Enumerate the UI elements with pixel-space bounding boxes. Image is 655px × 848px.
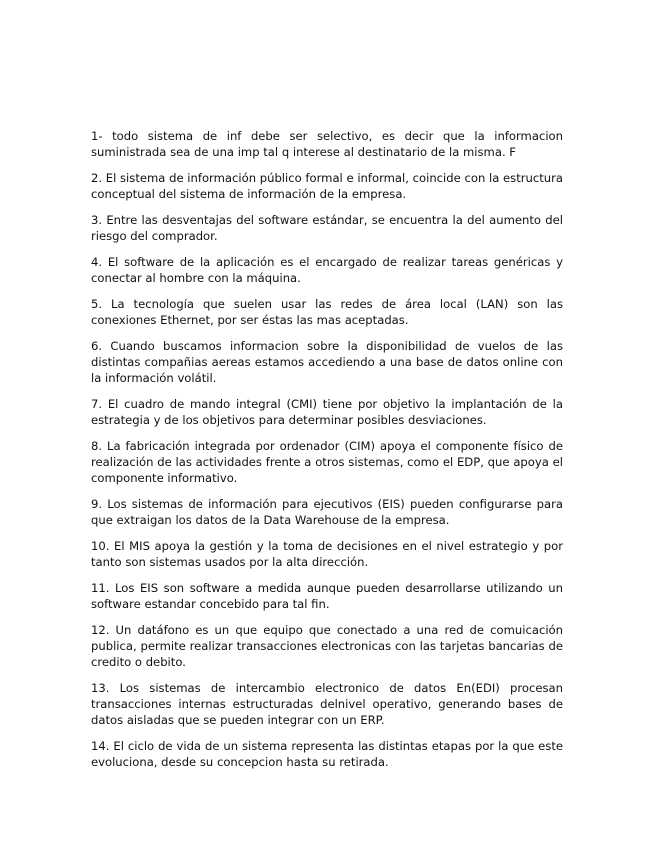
statement-3: 3. Entre las desventajas del software estándar, se encuentra la del aumento del riesgo del comprador. (91, 213, 563, 243)
statement-13: 13. Los sistemas de intercambio electronico de datos En(EDI) procesan transacciones internas estructuradas delnivel operativo, generando bases de datos aisladas que se pueden integrar con un ERP. (91, 681, 563, 727)
statement-8: 8. La fabricación integrada por ordenador (CIM) apoya el componente físico de realización de las actividades frente a otros sistemas, como el EDP, que apoya el componente informativo. (91, 439, 563, 485)
statement-2: 2. El sistema de información público formal e informal, coincide con la estructura conceptual del sistema de información de la empresa. (91, 171, 563, 201)
statement-6: 6. Cuando buscamos informacion sobre la disponibilidad de vuelos de las distintas compañias aereas estamos accediendo a una base de datos online con la información volátil. (91, 339, 563, 385)
statement-5: 5. La tecnología que suelen usar las redes de área local (LAN) son las conexiones Ethernet, por ser éstas las mas aceptadas. (91, 297, 563, 327)
statement-9: 9. Los sistemas de información para ejecutivos (EIS) pueden configurarse para que extraigan los datos de la Data Warehouse de la empresa. (91, 497, 563, 527)
statement-4: 4. El software de la aplicación es el encargado de realizar tareas genéricas y conectar al hombre con la máquina. (91, 255, 563, 285)
document-page (91, 128, 563, 780)
statement-7: 7. El cuadro de mando integral (CMI) tiene por objetivo la implantación de la estrategia y de los objetivos para determinar posibles desviaciones. (91, 397, 563, 427)
statement-10: 10. El MIS apoya la gestión y la toma de decisiones en el nivel estrategio y por tanto son sistemas usados por la alta dirección. (91, 539, 563, 569)
statement-12: 12. Un datáfono es un que equipo que conectado a una red de comuicación publica, permite realizar transacciones electronicas con las tarjetas bancarias de credito o debito. (91, 623, 563, 669)
statement-14: 14. El ciclo de vida de un sistema representa las distintas etapas por la que este evoluciona, desde su concepcion hasta su retirada. (91, 739, 563, 769)
statement-11: 11. Los EIS son software a medida aunque pueden desarrollarse utilizando un software estandar concebido para tal fin. (91, 581, 563, 611)
statement-1: 1- todo sistema de inf debe ser selectivo, es decir que la informacion suministrada sea de una imp tal q interese al destinatario de la misma. F (91, 129, 563, 159)
